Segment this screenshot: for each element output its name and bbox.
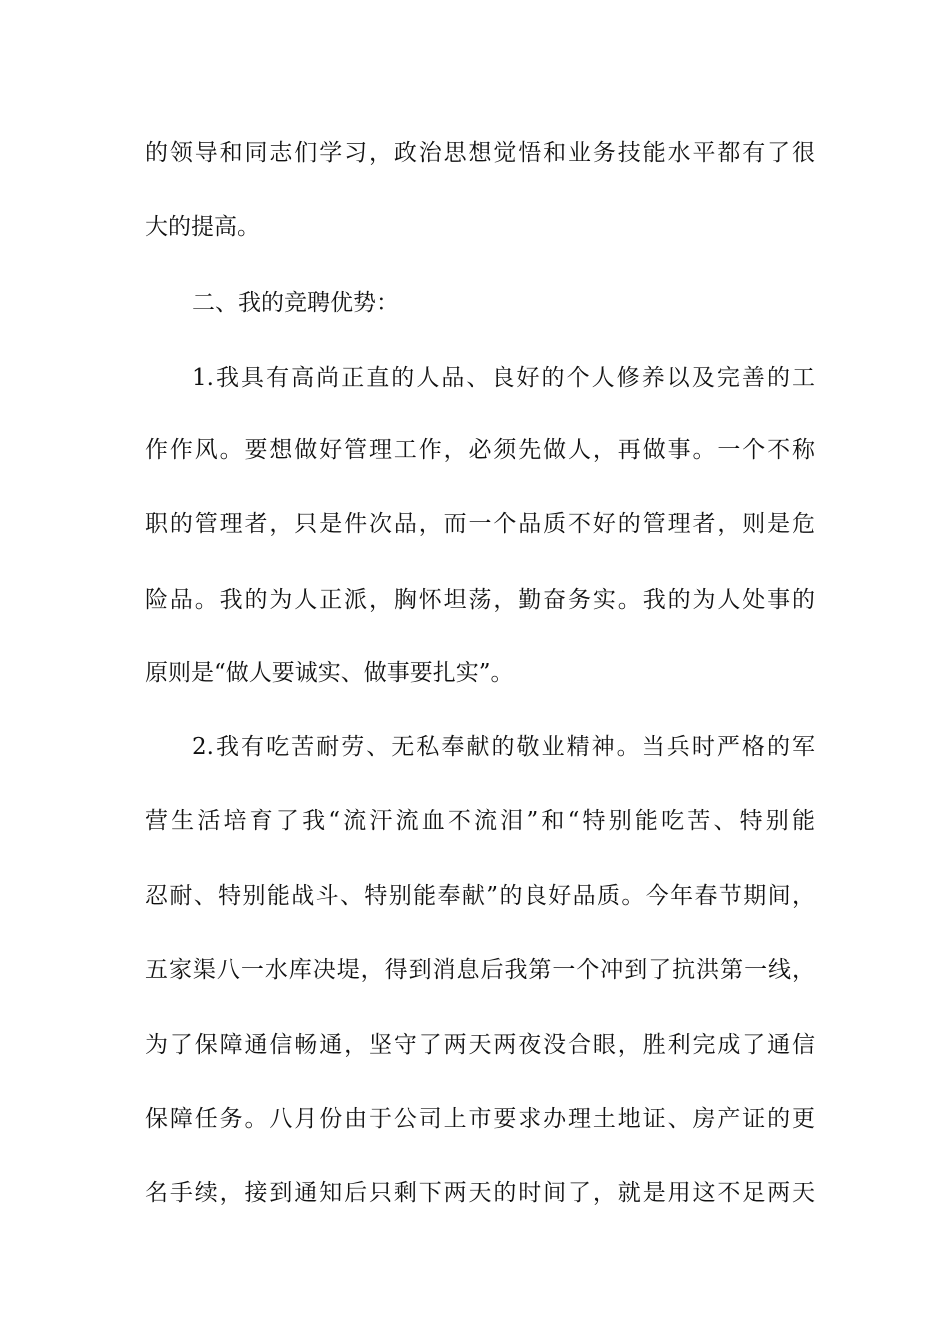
text-line-8: 原则是“做人要诚实、做事要扎实”。 — [145, 660, 514, 686]
text-line-6: 职的管理者，只是件次品，而一个品质不好的管理者，则是危 — [145, 511, 815, 537]
text-line-14: 保障任务。八月份由于公司上市要求办理土地证、房产证的更 — [145, 1106, 815, 1132]
text-line-1: 的领导和同志们学习，政治思想觉悟和业务技能水平都有了很 — [145, 140, 815, 166]
text-line-12: 五家渠八一水库决堤，得到消息后我第一个冲到了抗洪第一线， — [145, 957, 815, 983]
text-line-15: 名手续，接到通知后只剩下两天的时间了，就是用这不足两天 — [145, 1180, 815, 1206]
text-line-9: 2.我有吃苦耐劳、无私奉献的敬业精神。当兵时严格的军 — [192, 734, 815, 760]
section-heading: 二、我的竞聘优势： — [192, 290, 399, 316]
text-line-11: 忍耐、特别能战斗、特别能奉献”的良好品质。今年春节期间， — [145, 883, 815, 909]
text-line-4: 1.我具有高尚正直的人品、良好的个人修养以及完善的工 — [192, 365, 815, 391]
text-line-10: 营生活培育了我“流汗流血不流泪”和“特别能吃苦、特别能 — [145, 808, 815, 834]
text-line-2: 大的提高。 — [145, 214, 260, 240]
text-line-5: 作作风。要想做好管理工作，必须先做人，再做事。一个不称 — [145, 437, 815, 463]
text-line-7: 险品。我的为人正派，胸怀坦荡，勤奋务实。我的为人处事的 — [145, 587, 815, 613]
text-line-13: 为了保障通信畅通，坚守了两天两夜没合眼，胜利完成了通信 — [145, 1032, 815, 1058]
